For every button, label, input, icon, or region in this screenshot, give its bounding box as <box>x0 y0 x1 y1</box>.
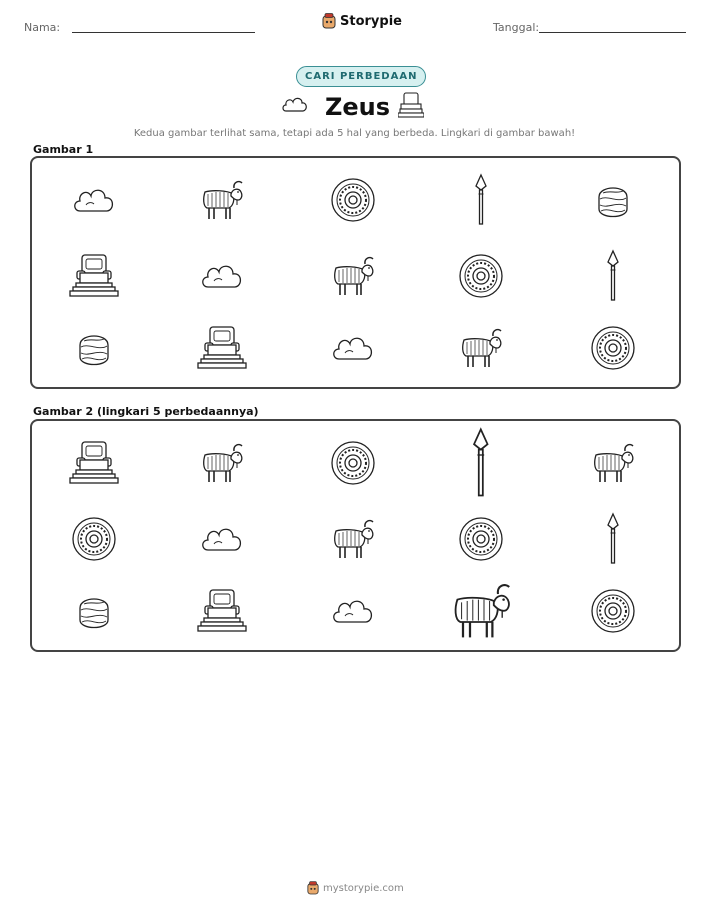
title-cloud-icon <box>281 94 309 118</box>
instructions-text: Kedua gambar terlihat sama, tetapi ada 5 hal yang berbeda. Lingkari di gambar bawah! <box>133 128 576 139</box>
cloud-icon[interactable] <box>323 581 383 641</box>
worksheet-type-badge: CARI PERBEDAAN <box>296 66 426 87</box>
section2-label: Gambar 2 (lingkari 5 perbedaannya) <box>33 405 259 418</box>
fleece-icon <box>583 170 643 230</box>
shield-icon[interactable] <box>64 509 124 569</box>
footer-url: mystorypie.com <box>323 882 404 894</box>
goat-icon <box>451 318 511 378</box>
picture-1-panel <box>30 156 681 389</box>
title-throne-icon <box>398 91 424 123</box>
picture-2-panel[interactable] <box>30 419 681 652</box>
throne-icon[interactable] <box>192 581 252 641</box>
goat-icon <box>192 170 252 230</box>
throne-icon <box>192 318 252 378</box>
throne-icon <box>64 246 124 306</box>
page-title: Zeus <box>325 93 391 121</box>
cloud-icon[interactable] <box>192 509 252 569</box>
fleece-icon <box>64 318 124 378</box>
shield-icon[interactable] <box>323 433 383 493</box>
date-field-line[interactable] <box>539 32 686 33</box>
name-field-line[interactable] <box>72 32 255 33</box>
goat-icon[interactable] <box>451 581 511 641</box>
goat-icon[interactable] <box>192 433 252 493</box>
cloud-icon <box>64 170 124 230</box>
spear-icon <box>583 246 643 306</box>
shield-icon <box>583 318 643 378</box>
spear-icon[interactable] <box>451 433 511 493</box>
shield-icon <box>323 170 383 230</box>
goat-icon[interactable] <box>583 433 643 493</box>
brand-name: Storypie <box>340 13 402 29</box>
date-label: Tanggal: <box>493 21 540 34</box>
storypie-mascot-icon <box>322 13 336 29</box>
goat-icon[interactable] <box>323 509 383 569</box>
spear-icon <box>451 170 511 230</box>
shield-icon[interactable] <box>583 581 643 641</box>
fleece-icon[interactable] <box>64 581 124 641</box>
footer <box>307 881 404 895</box>
cloud-icon <box>192 246 252 306</box>
section1-label: Gambar 1 <box>33 143 94 156</box>
throne-icon[interactable] <box>64 433 124 493</box>
shield-icon <box>451 246 511 306</box>
spear-icon[interactable] <box>583 509 643 569</box>
shield-icon[interactable] <box>451 509 511 569</box>
storypie-mascot-icon <box>307 881 319 895</box>
name-label: Nama: <box>24 21 61 34</box>
goat-icon <box>323 246 383 306</box>
cloud-icon <box>323 318 383 378</box>
brand-logo <box>322 13 402 29</box>
